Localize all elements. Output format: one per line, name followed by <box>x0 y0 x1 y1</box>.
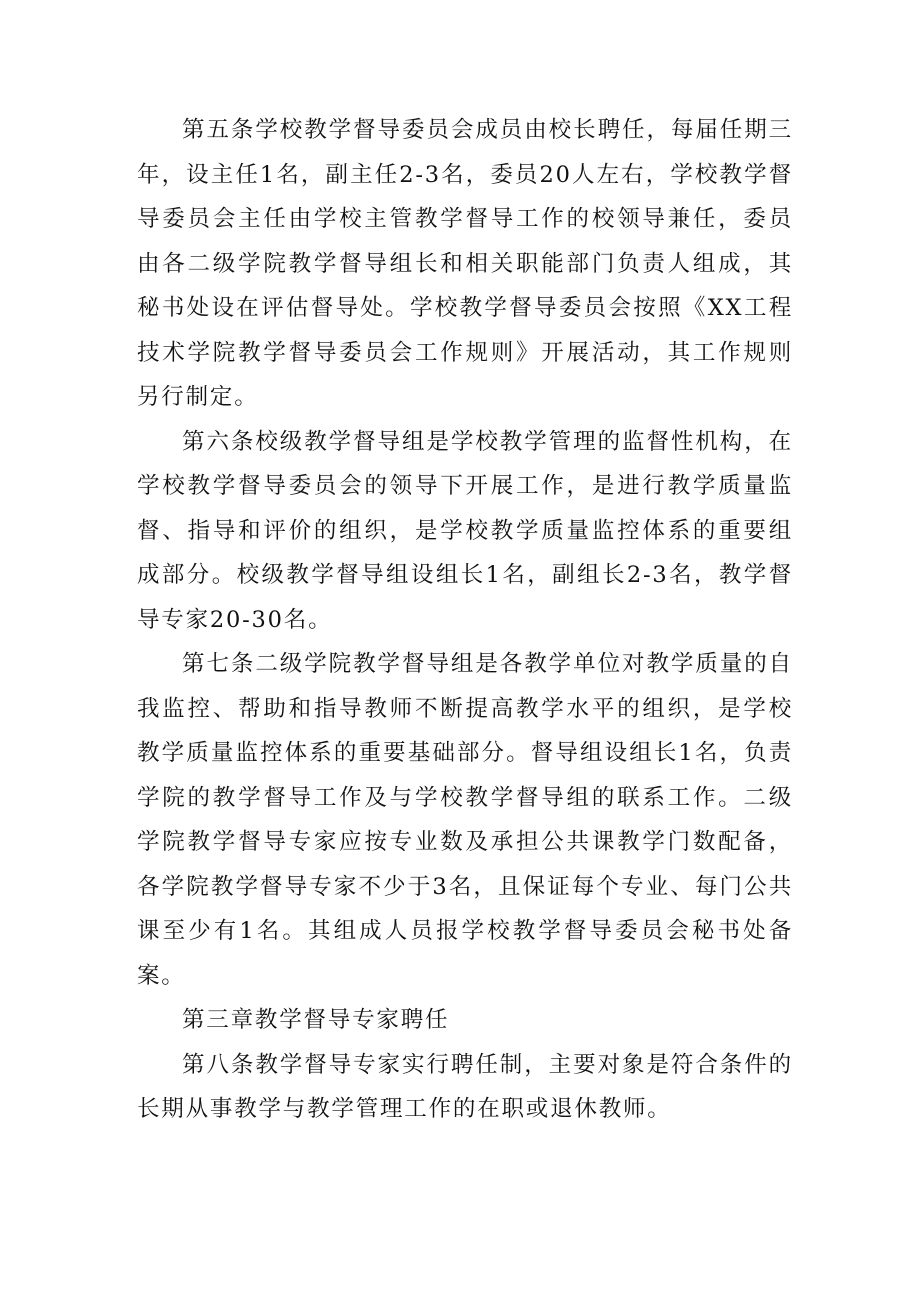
paragraph-article-5: 第五条学校教学督导委员会成员由校长聘任，每届任期三年，设主任1名，副主任2-3名，委员20人左右，学校教学督导委员会主任由学校主管教学督导工作的校领导兼任，委员由各二级学院教学督导组长和相关职能部门负责人组成，其秘书处设在评估督导处。学校教学督导委员会按照《XX工程技术学院教学督导委员会工作规则》开展活动，其工作规则另行制定。 <box>137 117 793 410</box>
chapter-heading: 第三章教学督导专家聘任 <box>182 1007 450 1033</box>
document-body <box>137 108 793 1132</box>
paragraph-article-8: 第八条教学督导专家实行聘任制，主要对象是符合条件的长期从事教学与教学管理工作的在职或退休教师。 <box>137 1051 793 1122</box>
paragraph-article-6: 第六条校级教学督导组是学校教学管理的监督性机构，在学校教学督导委员会的领导下开展工作，是进行教学质量监督、指导和评价的组织，是学校教学质量监控体系的重要组成部分。校级教学督导组设组长1名，副组长2-3名，教学督导专家20-30名。 <box>137 428 793 633</box>
paragraph-article-7: 第七条二级学院教学督导组是各教学单位对教学质量的自我监控、帮助和指导教师不断提高教学水平的组织，是学校教学质量监控体系的重要基础部分。督导组设组长1名，负责学院的教学督导工作及与学校教学督导组的联系工作。二级学院教学督导专家应按专业数及承担公共课教学门数配备，各学院教学督导专家不少于3名，且保证每个专业、每门公共课至少有1名。其组成人员报学校教学督导委员会秘书处备案。 <box>137 651 793 989</box>
